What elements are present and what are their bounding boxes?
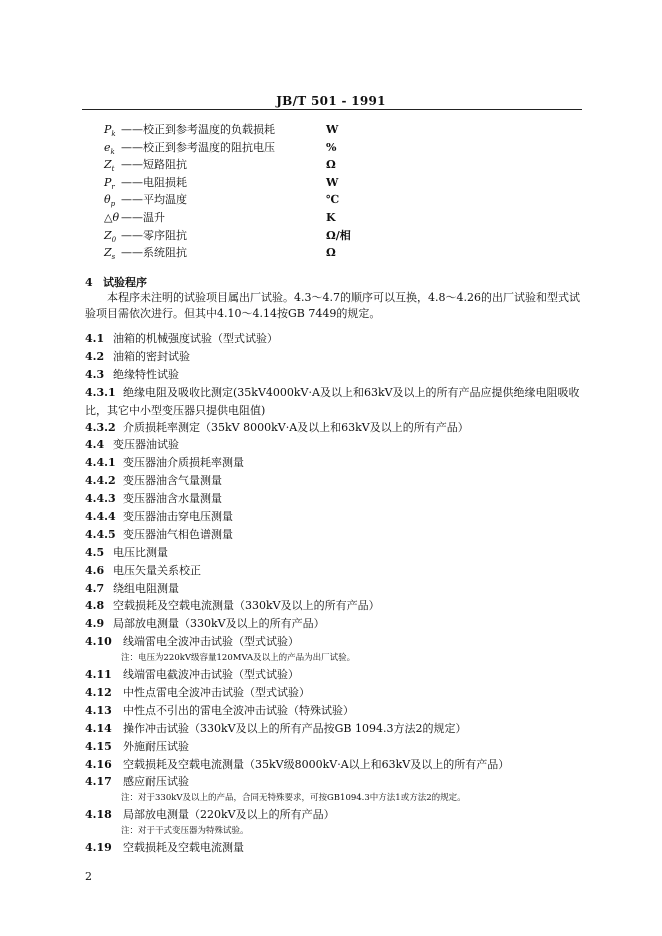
- item-number: 4.4.1: [85, 456, 116, 470]
- test-item: [85, 419, 605, 437]
- symbol-row: [104, 156, 404, 174]
- symbol-unit: W: [326, 175, 339, 189]
- symbol: $Z_0$: [104, 228, 117, 244]
- item-note: 注：对于干式变压器为特殊试验。: [121, 826, 249, 837]
- symbol-description: ——校正到参考温度的负载损耗: [121, 123, 275, 136]
- item-number: 4.2: [85, 349, 105, 363]
- test-item: [85, 702, 605, 720]
- item-text: 感应耐压试验: [123, 775, 189, 789]
- test-item: [85, 544, 605, 562]
- item-text: 电压比测量: [113, 545, 168, 559]
- item-text: 电压矢量关系校正: [113, 563, 201, 577]
- item-number: 4.17: [85, 775, 112, 789]
- item-text: 绝缘特性试验: [113, 367, 179, 381]
- item-text: 变压器油击穿电压测量: [123, 510, 233, 524]
- symbol-description: ——系统阻抗: [121, 246, 187, 260]
- item-text: 局部放电测量（330kV及以上的所有产品）: [113, 617, 325, 631]
- item-text: 介质损耗率测定（35kV 8000kV·A及以上和63kV及以上的所有产品）: [123, 420, 469, 434]
- section-title: 试验程序: [103, 276, 147, 289]
- test-item: [85, 597, 605, 615]
- item-text: 局部放电测量（220kV及以上的所有产品）: [123, 808, 335, 822]
- item-number: 4.4: [85, 438, 105, 452]
- item-text: 变压器油含水量测量: [123, 492, 222, 506]
- item-number: 4.1: [85, 332, 105, 345]
- item-note: 注：对于330kV及以上的产品，合同无特殊要求，可按GB1094.3中方法1或方法2的规定。: [121, 793, 466, 804]
- symbol-description: ——短路阻抗: [121, 158, 187, 172]
- symbol-description: ——校正到参考温度的阻抗电压: [121, 140, 275, 154]
- item-number: 4.4.4: [85, 510, 116, 524]
- test-item: [85, 508, 605, 526]
- item-continuation: 比，其它中小型变压器只提供电阻值): [85, 403, 266, 417]
- item-text: 变压器油试验: [113, 438, 179, 452]
- symbol-row: [104, 227, 404, 245]
- test-item: [85, 684, 605, 702]
- item-number: 4.8: [85, 599, 105, 613]
- symbol: $\theta_p$: [104, 193, 116, 209]
- test-item: [85, 472, 605, 490]
- item-text: 绕组电阻测量: [113, 581, 179, 595]
- item-number: 4.3.2: [85, 420, 116, 434]
- test-item: [85, 490, 605, 508]
- item-number: 4.7: [85, 581, 105, 595]
- item-text: 空载损耗及空载电流测量: [123, 841, 244, 855]
- test-item: [85, 348, 605, 366]
- item-text: 线端雷电全波冲击试验（型式试验）: [123, 635, 299, 649]
- test-item: [85, 633, 605, 651]
- symbol-list: [104, 121, 404, 262]
- item-number: 4.12: [85, 686, 112, 700]
- test-item: [85, 615, 605, 633]
- item-note: 注：电压为220kV级容量120MVA及以上的产品为出厂试验。: [121, 653, 356, 664]
- symbol-row: [104, 209, 404, 227]
- test-item: [85, 839, 605, 857]
- item-text: 绝缘电阻及吸收比测定(35kV4000kV·A及以上和63kV及以上的所有产品应提供绝缘电阻吸收: [123, 385, 580, 399]
- item-text: 外施耐压试验: [123, 739, 189, 753]
- symbol-row: [104, 139, 404, 157]
- symbol-description: ——电阻损耗: [121, 175, 187, 189]
- test-item: [85, 666, 605, 684]
- symbol-row: [104, 191, 404, 209]
- item-text: 油箱的机械强度试验（型式试验）: [113, 332, 278, 345]
- item-number: 4.3.1: [85, 385, 116, 399]
- symbol-description: ——平均温度: [121, 193, 187, 207]
- symbol-unit: %: [326, 140, 337, 154]
- symbol-unit: Ω: [326, 158, 336, 172]
- symbol: $Z_s$: [104, 246, 116, 262]
- item-number: 4.13: [85, 703, 112, 717]
- item-number: 4.14: [85, 721, 112, 735]
- test-item: [85, 773, 605, 791]
- item-number: 4.3: [85, 367, 105, 381]
- item-text: 中性点雷电全波冲击试验（型式试验）: [123, 686, 310, 700]
- item-text: 变压器油气相色谱测量: [123, 527, 233, 541]
- symbol: $e_k$: [104, 140, 115, 156]
- symbol: $Z_t$: [104, 158, 115, 174]
- item-number: 4.19: [85, 841, 112, 855]
- item-text: 空载损耗及空载电流测量（330kV及以上的所有产品）: [113, 599, 380, 613]
- item-text: 中性点不引出的雷电全波冲击试验（特殊试验）: [123, 703, 354, 717]
- item-number: 4.4.2: [85, 474, 116, 488]
- test-item: [85, 436, 605, 454]
- item-number: 4.16: [85, 757, 112, 771]
- symbol-description: ——温升: [121, 210, 165, 224]
- item-text: 线端雷电截波冲击试验（型式试验）: [123, 668, 299, 682]
- symbol: △θ: [104, 210, 120, 224]
- symbol-unit: Ω: [326, 246, 336, 260]
- test-item: [85, 580, 605, 598]
- item-text: 变压器油介质损耗率测量: [123, 456, 244, 470]
- item-number: 4.6: [85, 563, 105, 577]
- symbol-row: [104, 121, 404, 139]
- section-heading: [85, 274, 147, 290]
- item-number: 4.4.3: [85, 492, 116, 506]
- test-item: [85, 454, 605, 472]
- item-number: 4.9: [85, 617, 105, 631]
- page-number: 2: [85, 870, 92, 883]
- item-text: 操作冲击试验（330kV及以上的所有产品按GB 1094.3方法2的规定）: [123, 721, 467, 735]
- section-intro: [85, 290, 605, 322]
- test-item: [85, 756, 605, 774]
- symbol-row: [104, 174, 404, 192]
- test-item: [85, 738, 605, 756]
- item-number: 4.10: [85, 635, 112, 649]
- symbol-unit: K: [326, 210, 336, 224]
- item-text: 油箱的密封试验: [113, 349, 190, 363]
- symbol-unit: Ω/相: [326, 228, 351, 242]
- test-item: [85, 720, 605, 738]
- symbol: $P_r$: [104, 175, 115, 191]
- item-text: 变压器油含气量测量: [123, 474, 222, 488]
- intro-line-1: 本程序未注明的试验项目属出厂试验。4.3～4.7的顺序可以互换，4.8～4.26的出厂试验和型式试: [107, 291, 580, 304]
- page-header: JB/T 501 - 1991: [276, 94, 386, 108]
- item-number: 4.18: [85, 808, 112, 822]
- test-item: [85, 806, 605, 824]
- symbol-row: [104, 244, 404, 262]
- symbol-unit: ℃: [326, 193, 340, 207]
- test-item: [85, 384, 605, 402]
- item-number: 4.15: [85, 739, 112, 753]
- header-rule: [82, 109, 582, 110]
- test-item: [85, 330, 605, 348]
- test-item-list: [85, 330, 605, 857]
- symbol-unit: W: [326, 123, 339, 136]
- item-number: 4.4.5: [85, 527, 116, 541]
- section-number: 4: [85, 276, 93, 289]
- symbol-description: ——零序阻抗: [121, 228, 187, 242]
- test-item: [85, 366, 605, 384]
- symbol: $P_k$: [104, 123, 116, 139]
- item-number: 4.11: [85, 668, 112, 682]
- item-number: 4.5: [85, 545, 105, 559]
- test-item: [85, 562, 605, 580]
- test-item: [85, 526, 605, 544]
- item-text: 空载损耗及空载电流测量（35kV级8000kV·A以上和63kV及以上的所有产品）: [123, 757, 510, 771]
- intro-line-2: 验项目需依次进行。但其中4.10～4.14按GB 7449的规定。: [85, 307, 381, 320]
